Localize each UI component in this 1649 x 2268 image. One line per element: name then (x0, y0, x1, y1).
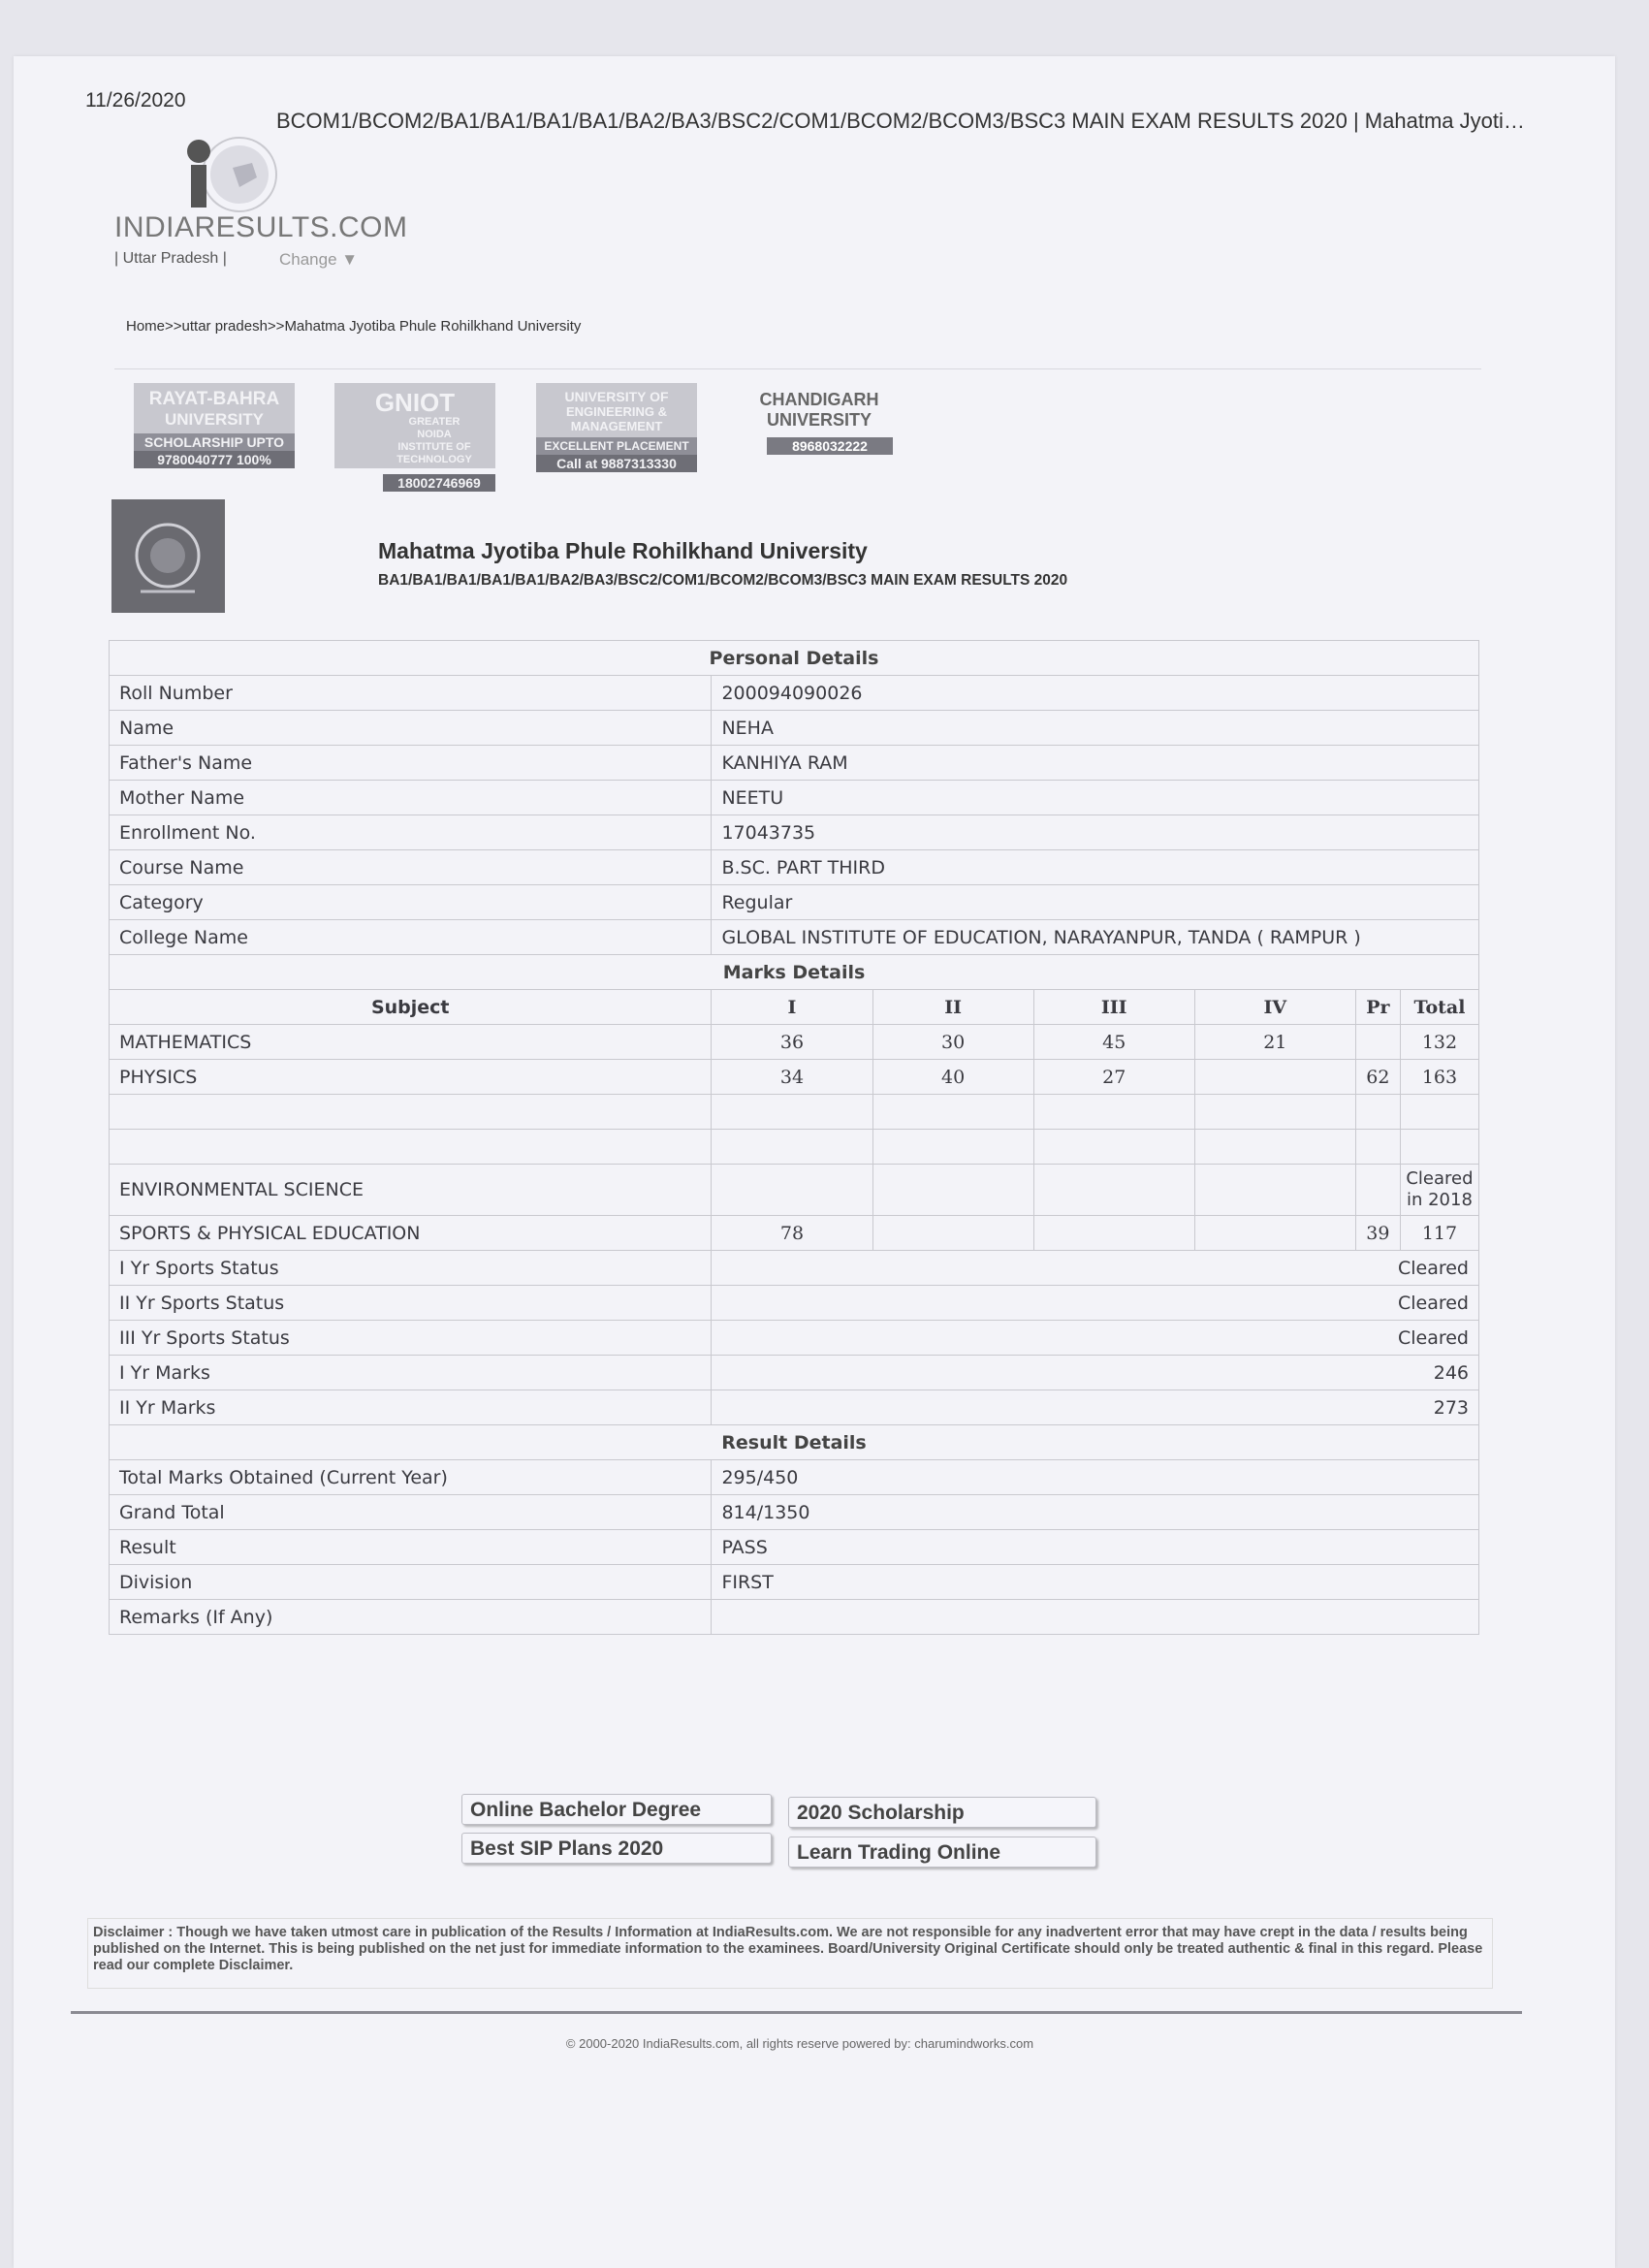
table-row (110, 711, 1479, 746)
ad-line: 18002746969 (383, 474, 495, 492)
field-label: Name (110, 711, 712, 746)
field-value: Cleared (712, 1251, 1479, 1286)
marks-header-row (110, 990, 1479, 1025)
field-value: GLOBAL INSTITUTE OF EDUCATION, NARAYANPUR, TANDA ( RAMPUR ) (712, 920, 1479, 955)
field-label: Mother Name (110, 781, 712, 815)
column-header: IV (1194, 990, 1355, 1025)
field-value: KANHIYA RAM (712, 746, 1479, 781)
field-value: 200094090026 (712, 676, 1479, 711)
ad-line: EXCELLENT PLACEMENT (536, 437, 697, 455)
field-label: III Yr Sports Status (110, 1321, 712, 1356)
change-state-link[interactable]: Change ▼ (279, 250, 359, 269)
table-row (110, 1060, 1479, 1095)
ad-line: ENGINEERING & MANAGEMENT (565, 404, 667, 433)
table-row (110, 1460, 1479, 1495)
print-title: BCOM1/BCOM2/BA1/BA1/BA1/BA1/BA2/BA3/BSC2/COM1/BCOM2/BCOM3/BSC3 MAIN EXAM RESULTS 2020 | Mahatma Jyoti… (276, 109, 1525, 133)
marks-cell: 27 (1033, 1060, 1194, 1095)
state-label: | Uttar Pradesh | (114, 250, 227, 267)
table-row (110, 1130, 1479, 1165)
table-row (110, 1251, 1479, 1286)
field-label: I Yr Marks (110, 1356, 712, 1390)
table-row (110, 1495, 1479, 1530)
disclaimer-text: Disclaimer : Though we have taken utmost care in publication of the Results / Information at IndiaResults.com. We are not responsible for any inadvertent error that may have crept in the data / results being published on the Internet. This is being published on the net just for immediate information to the examinees. Board/University Original Certificate should only be treated authentic & final in this regard. Please read our complete Disclaimer. (87, 1918, 1493, 1989)
column-header: Total (1400, 990, 1478, 1025)
total-cell: 117 (1400, 1216, 1478, 1251)
exam-title: BA1/BA1/BA1/BA1/BA1/BA2/BA3/BSC2/COM1/BCOM2/BCOM3/BSC3 MAIN EXAM RESULTS 2020 (378, 572, 1068, 589)
section-heading-result: Result Details (110, 1425, 1479, 1460)
ad-line: GREATER NOIDA INSTITUTE OF TECHNOLOGY (396, 416, 472, 465)
column-header: III (1033, 990, 1194, 1025)
column-header: II (872, 990, 1033, 1025)
field-value: 17043735 (712, 815, 1479, 850)
section-heading-marks: Marks Details (110, 955, 1479, 990)
link-best-sip-plans[interactable]: Best SIP Plans 2020 (461, 1833, 772, 1864)
marks-cell: 78 (712, 1216, 872, 1251)
table-row (110, 850, 1479, 885)
column-header: Pr (1355, 990, 1400, 1025)
ad-line: SCHOLARSHIP UPTO (134, 433, 295, 451)
link-2020-scholarship[interactable]: 2020 Scholarship (788, 1797, 1096, 1828)
field-label: Roll Number (110, 676, 712, 711)
field-value: FIRST (712, 1565, 1479, 1600)
table-row (110, 746, 1479, 781)
marks-cell: 39 (1355, 1216, 1400, 1251)
field-value: 295/450 (712, 1460, 1479, 1495)
marks-cell: 30 (872, 1025, 1033, 1060)
field-label: I Yr Sports Status (110, 1251, 712, 1286)
table-row (110, 1216, 1479, 1251)
table-row (110, 676, 1479, 711)
field-label: Total Marks Obtained (Current Year) (110, 1460, 712, 1495)
total-cell: 132 (1400, 1025, 1478, 1060)
marks-cell: 36 (712, 1025, 872, 1060)
total-cell: 163 (1400, 1060, 1478, 1095)
ad-line: 9780040777 100% (134, 451, 295, 468)
field-value: Cleared (712, 1321, 1479, 1356)
field-label: College Name (110, 920, 712, 955)
field-value: 814/1350 (712, 1495, 1479, 1530)
ad-line: Call at 9887313330 (536, 455, 697, 472)
marks-cell (1355, 1025, 1400, 1060)
field-label: Enrollment No. (110, 815, 712, 850)
field-value: Regular (712, 885, 1479, 920)
table-row (110, 1565, 1479, 1600)
field-value (712, 1600, 1479, 1635)
ad-line: 8968032222 (767, 437, 893, 455)
column-header: Subject (110, 990, 712, 1025)
ad-banner-rayat-bahra[interactable] (134, 383, 295, 468)
table-row (110, 885, 1479, 920)
table-row (110, 920, 1479, 955)
field-label: Course Name (110, 850, 712, 885)
table-row (110, 781, 1479, 815)
marks-cell: 40 (872, 1060, 1033, 1095)
field-value: PASS (712, 1530, 1479, 1565)
ad-line: RAYAT-BAHRA (148, 389, 280, 409)
ad-banner-chandigarh[interactable] (740, 383, 899, 468)
table-row (110, 1390, 1479, 1425)
field-value: 273 (712, 1390, 1479, 1425)
marks-cell (1194, 1060, 1355, 1095)
divider (114, 368, 1481, 369)
ad-line: UNIVERSITY (766, 410, 872, 430)
field-value: Cleared (712, 1286, 1479, 1321)
marks-cell: 21 (1194, 1025, 1355, 1060)
marks-cell: 34 (712, 1060, 872, 1095)
field-label: Category (110, 885, 712, 920)
indiaresults-logo-icon[interactable] (179, 134, 276, 221)
table-row (110, 1600, 1479, 1635)
table-row (110, 1286, 1479, 1321)
subject-name: SPORTS & PHYSICAL EDUCATION (110, 1216, 712, 1251)
ad-line: CHANDIGARH (759, 390, 879, 409)
link-learn-trading[interactable]: Learn Trading Online (788, 1837, 1096, 1868)
university-name: Mahatma Jyotiba Phule Rohilkhand University (378, 538, 868, 563)
subject-name: PHYSICS (110, 1060, 712, 1095)
marks-cell: 62 (1355, 1060, 1400, 1095)
field-label: II Yr Sports Status (110, 1286, 712, 1321)
site-logo-text[interactable]: INDIARESULTS.COM (114, 211, 408, 243)
field-label: Result (110, 1530, 712, 1565)
section-heading-personal: Personal Details (110, 641, 1479, 676)
marks-cell: 45 (1033, 1025, 1194, 1060)
field-label: Division (110, 1565, 712, 1600)
subject-name: ENVIRONMENTAL SCIENCE (110, 1165, 712, 1216)
field-label: Father's Name (110, 746, 712, 781)
field-value: B.SC. PART THIRD (712, 850, 1479, 885)
subject-name: MATHEMATICS (110, 1025, 712, 1060)
table-row (110, 1356, 1479, 1390)
university-seal-icon (111, 499, 225, 613)
breadcrumb[interactable]: Home>>uttar pradesh>>Mahatma Jyotiba Phule Rohilkhand University (126, 318, 582, 335)
ad-line: GNIOT (374, 388, 456, 417)
field-label: Remarks (If Any) (110, 1600, 712, 1635)
link-online-bachelor-degree[interactable]: Online Bachelor Degree (461, 1794, 772, 1825)
print-date: 11/26/2020 (85, 89, 186, 112)
table-row (110, 1025, 1479, 1060)
field-label: II Yr Marks (110, 1390, 712, 1425)
ad-banner-gniot[interactable] (334, 383, 495, 491)
table-row (110, 1165, 1479, 1216)
field-label: Grand Total (110, 1495, 712, 1530)
total-cell: Cleared in 2018 (1400, 1165, 1478, 1216)
divider (71, 2011, 1522, 2014)
ad-line: UNIVERSITY OF (564, 389, 669, 404)
table-row (110, 815, 1479, 850)
result-table (109, 640, 1479, 1635)
copyright-text: © 2000-2020 IndiaResults.com, all rights reserve powered by: charumindworks.com (565, 2036, 1034, 2051)
table-row (110, 1095, 1479, 1130)
ad-line: UNIVERSITY (164, 410, 265, 429)
field-value: NEHA (712, 711, 1479, 746)
field-value: NEETU (712, 781, 1479, 815)
table-row (110, 1530, 1479, 1565)
ad-banner-uem[interactable] (536, 383, 697, 471)
field-value: 246 (712, 1356, 1479, 1390)
table-row (110, 1321, 1479, 1356)
column-header: I (712, 990, 872, 1025)
